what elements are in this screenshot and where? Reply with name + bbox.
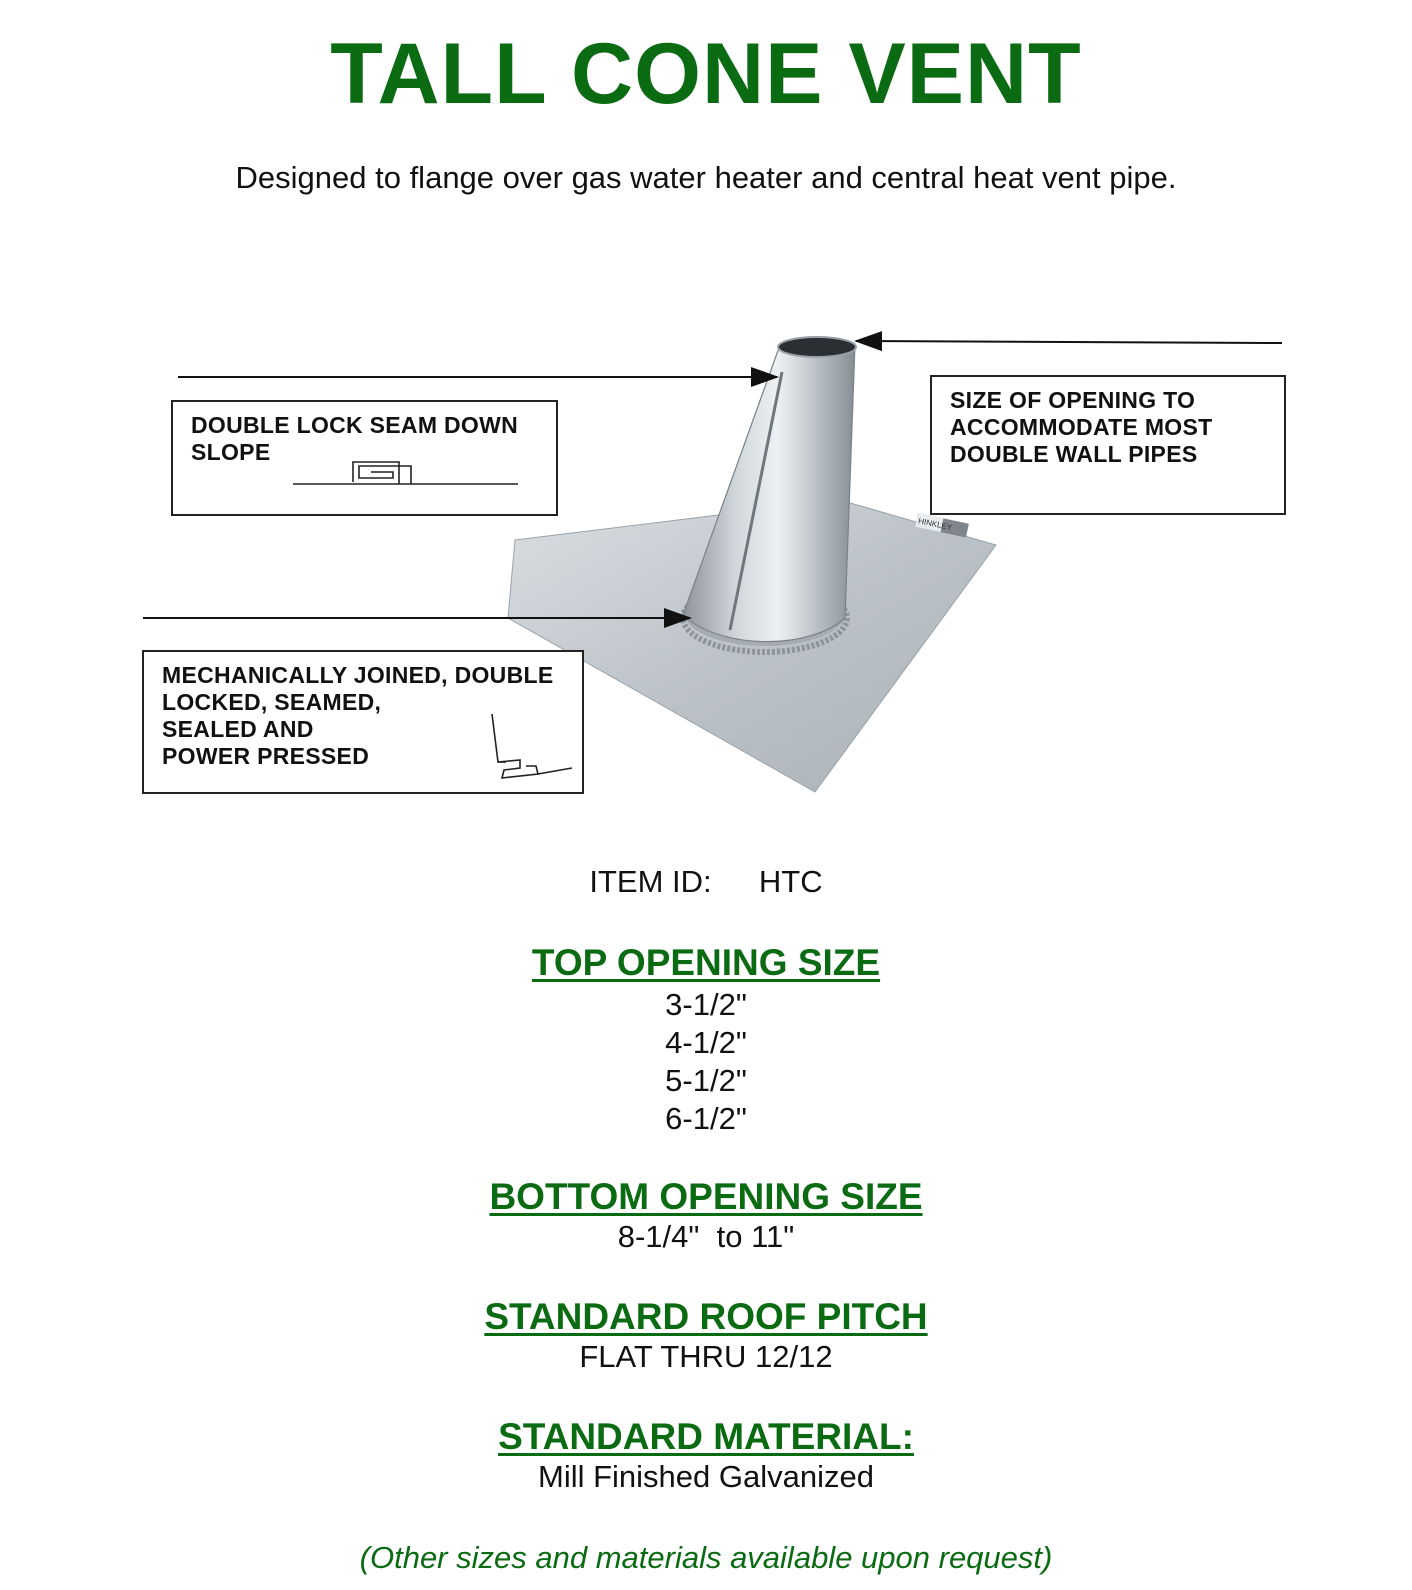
lock-seam-profile-icon — [293, 458, 523, 488]
callout-text: LOCKED, SEAMED, — [162, 689, 382, 715]
item-id — [0, 864, 1412, 900]
callout-text: POWER PRESSED — [162, 743, 370, 769]
callout-text: SLOPE — [191, 439, 271, 465]
callout-text: DOUBLE LOCK SEAM DOWN — [191, 412, 519, 438]
section-heading: STANDARD ROOF PITCH — [484, 1296, 928, 1337]
spec-value: 5-1/2" — [665, 1063, 747, 1098]
spec-value: 3-1/2" — [665, 987, 747, 1022]
spec-value: 8-1/4" to 11" — [617, 1219, 795, 1254]
spec-roof-pitch — [0, 1296, 1412, 1376]
product-description: Designed to flange over gas water heater and central heat vent pipe. — [235, 160, 1177, 195]
callout-text: ACCOMMODATE MOST — [950, 414, 1213, 440]
spec-value: 4-1/2" — [665, 1025, 747, 1060]
callout-text: SEALED AND — [162, 716, 314, 742]
section-heading: TOP OPENING SIZE — [531, 942, 881, 983]
spec-value: 6-1/2" — [665, 1101, 747, 1136]
spec-value: Mill Finished Galvanized — [538, 1459, 874, 1494]
availability-note: (Other sizes and materials available upon request) — [359, 1540, 1053, 1575]
callout-opening-size — [930, 375, 1286, 515]
callout-mechanically-joined — [142, 650, 584, 794]
section-heading: STANDARD MATERIAL: — [498, 1416, 914, 1457]
callout-text: DOUBLE WALL PIPES — [950, 441, 1198, 467]
spec-value: FLAT THRU 12/12 — [579, 1339, 833, 1374]
opening-arrow — [856, 341, 1282, 343]
callout-double-lock-seam — [171, 400, 558, 516]
cone-body — [683, 344, 855, 642]
callout-text: SIZE OF OPENING TO — [950, 387, 1196, 413]
joint-seam-profile-icon — [484, 712, 574, 787]
svg-text:HINKLEY: HINKLEY — [917, 516, 953, 533]
spec-material — [0, 1416, 1412, 1496]
callout-text: MECHANICALLY JOINED, DOUBLE — [162, 662, 554, 688]
section-heading: BOTTOM OPENING SIZE — [489, 1176, 923, 1217]
top-opening — [778, 337, 856, 357]
spec-bottom-opening — [0, 1176, 1412, 1256]
item-id-value: HTC — [758, 864, 823, 899]
spec-top-opening — [0, 942, 1412, 1138]
item-id-label: ITEM ID: — [589, 864, 712, 899]
page-title: TALL CONE VENT — [330, 26, 1082, 122]
